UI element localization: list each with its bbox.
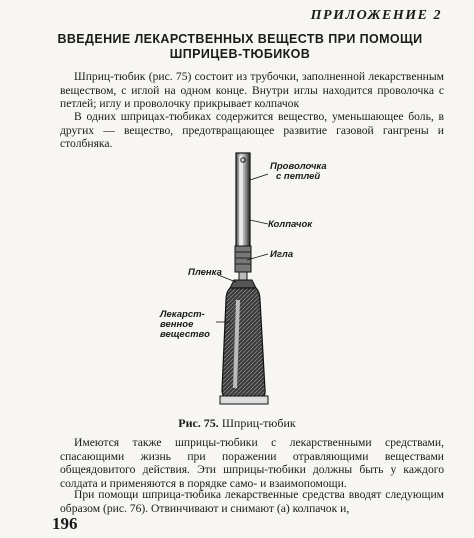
section-title: [40, 32, 440, 62]
label-wire: [270, 162, 327, 182]
label-substance-line-2: венное: [160, 319, 194, 330]
wire-leader: [250, 174, 268, 180]
needle-shape: [239, 272, 247, 280]
cap-leader: [250, 220, 268, 224]
figure-caption-text: Шприц-тюбик: [221, 416, 296, 430]
figure-number: Рис. 75.: [178, 416, 219, 430]
section-title-line-1: ВВЕДЕНИЕ ЛЕКАРСТВЕННЫХ ВЕЩЕСТВ ПРИ ПОМОЩИ: [57, 32, 423, 46]
label-substance-line-3: вещество: [160, 329, 210, 340]
paragraph-2: В одних шприцах-тюбиках содержится вещество, уменьшающее боль, в других — вещество, предотвращающее развитие газовой гангрены и столбняка.: [60, 110, 444, 151]
appendix-header: ПРИЛОЖЕНИЕ 2: [310, 8, 442, 23]
label-wire-line-2: с петлей: [276, 171, 321, 182]
paragraph-1: Шприц-тюбик (рис. 75) состоит из трубочки, заполненной лекарственным веществом, с иглой на одном конце. Внутри иглы находится проволочка с петлей; иглу и проволочку прикрывает колпачок: [60, 70, 444, 111]
label-substance: [160, 310, 210, 340]
paragraph-3: Имеются также шприцы-тюбики с лекарственными средствами, спасающими жизнь при поражении отравляющими веществами общеядовитого действия. Эти шприцы-тюбики должны быть у каждого солдата и применяются в порядке само- и взаимопомощи.: [60, 436, 444, 490]
tube-crimp-shape: [220, 396, 268, 404]
page-number: 196: [52, 514, 78, 533]
cap-collar-shape: [235, 246, 251, 272]
tube-body-shape: [222, 288, 265, 398]
label-substance-line-1: Лекарст-: [160, 309, 205, 320]
syringe-tube-illustration: [150, 150, 350, 410]
section-title-line-2: ШПРИЦЕВ-ТЮБИКОВ: [169, 47, 311, 61]
label-needle: Игла: [270, 249, 294, 260]
figure-caption: [0, 416, 474, 431]
label-wire-line-1: Проволочка: [270, 161, 327, 172]
label-film: Пленка: [188, 267, 222, 278]
label-cap: Колпачок: [268, 219, 313, 230]
syringe-tube-figure: [150, 150, 350, 410]
paragraph-4: При помощи шприца-тюбика лекарственные средства вводят следующим образом (рис. 76). Отвинчивают и снимают (а) колпачок и,: [60, 488, 444, 515]
